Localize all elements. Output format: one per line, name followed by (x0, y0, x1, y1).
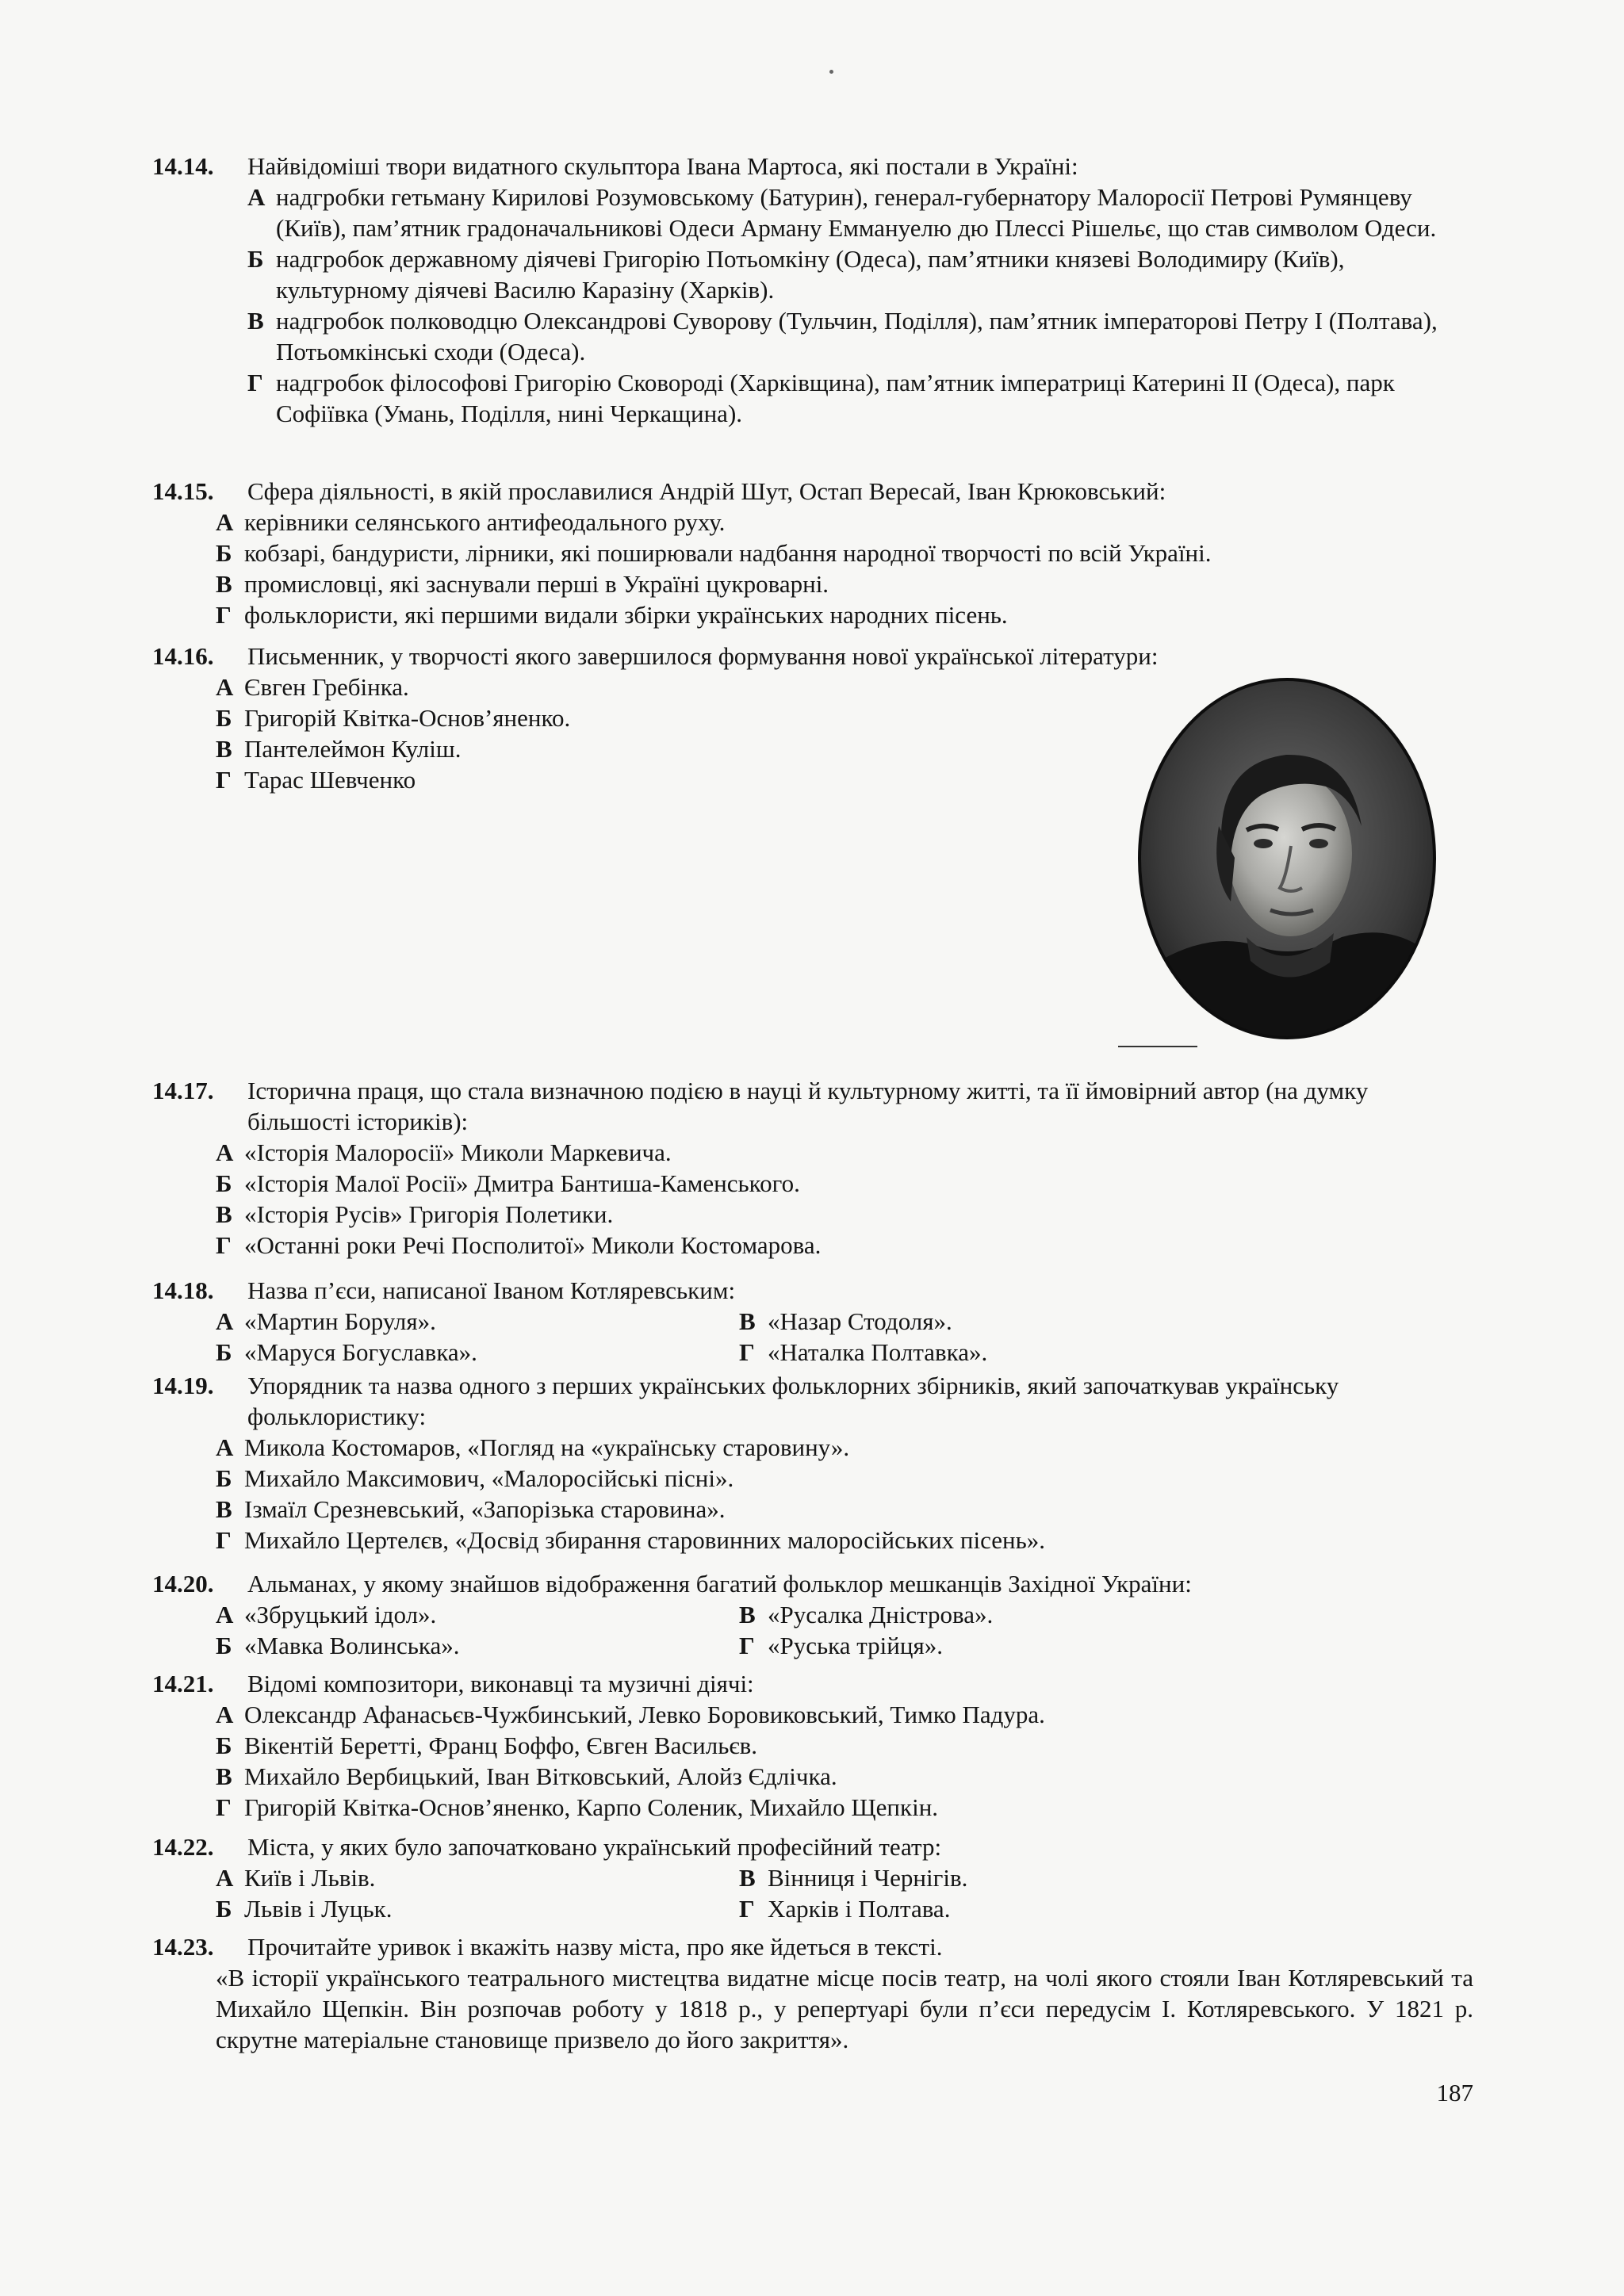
question-number: 14.18. (152, 1276, 214, 1304)
option-a: А Олександр Афанасьєв-Чужбинський, Левко Боровиковський, Тимко Падура. (216, 1701, 1045, 1728)
option-b: Б «Маруся Богуславка». (216, 1338, 477, 1366)
question-14-17 (152, 1075, 1473, 1261)
option-a: А Київ і Львів. (216, 1864, 376, 1892)
question-14-22 (152, 1831, 1473, 1924)
option-g: Г Михайло Цертелєв, «Досвід збирання старовинних малоросійських пісень». (216, 1526, 1045, 1554)
option-g: Г Тарас Шевченко (216, 766, 416, 794)
option-b: Б «Історія Малої Росії» Дмитра Бантиша-Каменського. (216, 1169, 800, 1197)
question-14-20 (152, 1568, 1473, 1661)
question-text: Упорядник та назва одного з перших українських фольклорних збірників, який започаткував українську фольклористику: (247, 1372, 1339, 1430)
question-number: 14.16. (152, 642, 214, 670)
underline-mark (1118, 1045, 1197, 1048)
option-v: В Михайло Вербицький, Іван Вітковський, Алойз Єдлічка. (216, 1762, 837, 1790)
question-number: 14.19. (152, 1372, 214, 1399)
option-b: Б надгробок державному діячеві Григорію Потьомкіну (Одеса), пам’ятники князеві Володимиру (Київ), культурному діячеві Василю Каразіну (Харків). (247, 245, 1345, 304)
question-text: Найвідоміші твори видатного скульптора Івана Мартоса, які постали в Україні: (247, 152, 1078, 180)
page-number: 187 (1436, 2079, 1473, 2107)
option-v: В «Русалка Дністрова». (739, 1601, 994, 1628)
scan-speck (829, 70, 833, 74)
option-a: А «Історія Малоросії» Миколи Маркевича. (216, 1138, 672, 1166)
option-a: А керівники селянського антифеодального руху. (216, 508, 726, 536)
option-b: Б кобзарі, бандуристи, лірники, які поширювали надбання народної творчості по всій Україні. (216, 539, 1212, 567)
option-g: Г Григорій Квітка-Основ’яненко, Карпо Соленик, Михайло Щепкін. (216, 1793, 939, 1821)
question-text: Прочитайте уривок і вкажіть назву міста, про яке йдеться в тексті. (247, 1933, 943, 1961)
question-text: Міста, у яких було започатковано український професійний театр: (247, 1833, 942, 1861)
question-text: Письменник, у творчості якого завершилося формування нової української літератури: (247, 642, 1159, 670)
question-number: 14.15. (152, 477, 214, 505)
question-14-19 (152, 1370, 1473, 1556)
option-g: Г «Руська трійця». (739, 1632, 943, 1659)
option-b: Б Вікентій Беретті, Франц Боффо, Євген Васильєв. (216, 1732, 758, 1759)
option-g: Г «Наталка Полтавка». (739, 1338, 988, 1366)
option-v: В надгробок полководцю Олександрові Суворову (Тульчин, Поділля), пам’ятник імператорові Петру І (Полтава), Потьомкінські сходи (Одеса). (247, 307, 1438, 365)
question-14-23 (152, 1931, 1473, 2055)
option-a: А Микола Костомаров, «Погляд на «українську старовину». (216, 1433, 850, 1461)
option-b: Б Львів і Луцьк. (216, 1895, 393, 1923)
option-g: Г «Останні роки Речі Посполитої» Миколи Костомарова. (216, 1231, 822, 1259)
question-number: 14.21. (152, 1670, 214, 1697)
option-v: В Пантелеймон Куліш. (216, 735, 462, 763)
portrait-icon (1136, 675, 1438, 1042)
question-14-15 (152, 476, 1473, 630)
question-number: 14.17. (152, 1077, 214, 1104)
option-b: Б «Мавка Волинська». (216, 1632, 460, 1659)
question-14-21 (152, 1668, 1473, 1823)
option-v: В промисловці, які заснували перші в Україні цукроварні. (216, 570, 829, 598)
question-number: 14.22. (152, 1833, 214, 1861)
option-g: Г Харків і Полтава. (739, 1895, 951, 1923)
option-g: Г фольклористи, які першими видали збірки українських народних пісень. (216, 601, 1008, 629)
option-v: В Ізмаїл Срезневський, «Запорізька старовина». (216, 1495, 726, 1523)
option-v: В «Історія Русів» Григорія Полетики. (216, 1200, 614, 1228)
question-number: 14.20. (152, 1570, 214, 1598)
question-14-18 (152, 1275, 1473, 1368)
option-b: Б Григорій Квітка-Основ’яненко. (216, 704, 571, 732)
question-text: Відомі композитори, виконавці та музичні діячі: (247, 1670, 754, 1697)
question-text: Сфера діяльності, в якій прославилися Андрій Шут, Остап Вересай, Іван Крюковський: (247, 477, 1166, 505)
option-a: А надгробки гетьману Кирилові Розумовському (Батурин), генерал-губернатору Малоросії Петрові Румянцеву (Київ), пам’ятник градоначальникові Одеси Арману Еммануелю дю Плессі Рішельє, що став символом Одеси. (247, 183, 1437, 242)
quote-text: «В історії українського театрального мистецтва видатне місце посів театр, на чолі якого стояли Іван Котляревський та Михайло Щепкін. Він розпочав роботу у 1818 р., у репертуарі були п’єси передусім І. Котляревського. У 1821 р. скрутне матеріальне становище призвело до його закриття». (216, 1964, 1473, 2053)
question-number: 14.14. (152, 152, 214, 180)
question-text: Історична праця, що стала визначною подією в науці й культурному житті, та її ймовірний автор (на думку більшості істориків): (247, 1077, 1369, 1135)
option-a: А «Мартин Боруля». (216, 1307, 436, 1335)
option-v: В «Назар Стодоля». (739, 1307, 952, 1335)
question-number: 14.23. (152, 1933, 214, 1961)
option-b: Б Михайло Максимович, «Малоросійські пісні». (216, 1464, 734, 1492)
question-14-14 (152, 151, 1473, 429)
question-text: Назва п’єси, написаної Іваном Котляревським: (247, 1276, 736, 1304)
option-g: Г надгробок філософові Григорію Сковороді (Харківщина), пам’ятник імператриці Катерині ІІ (Одеса), парк Софіївка (Умань, Поділля, нині Черкащина). (247, 369, 1395, 427)
option-a: А Євген Гребінка. (216, 673, 409, 701)
option-v: В Вінниця і Чернігів. (739, 1864, 968, 1892)
question-text: Альманах, у якому знайшов відображення багатий фольклор мешканців Західної України: (247, 1570, 1192, 1598)
option-a: А «Збруцький ідол». (216, 1601, 437, 1628)
